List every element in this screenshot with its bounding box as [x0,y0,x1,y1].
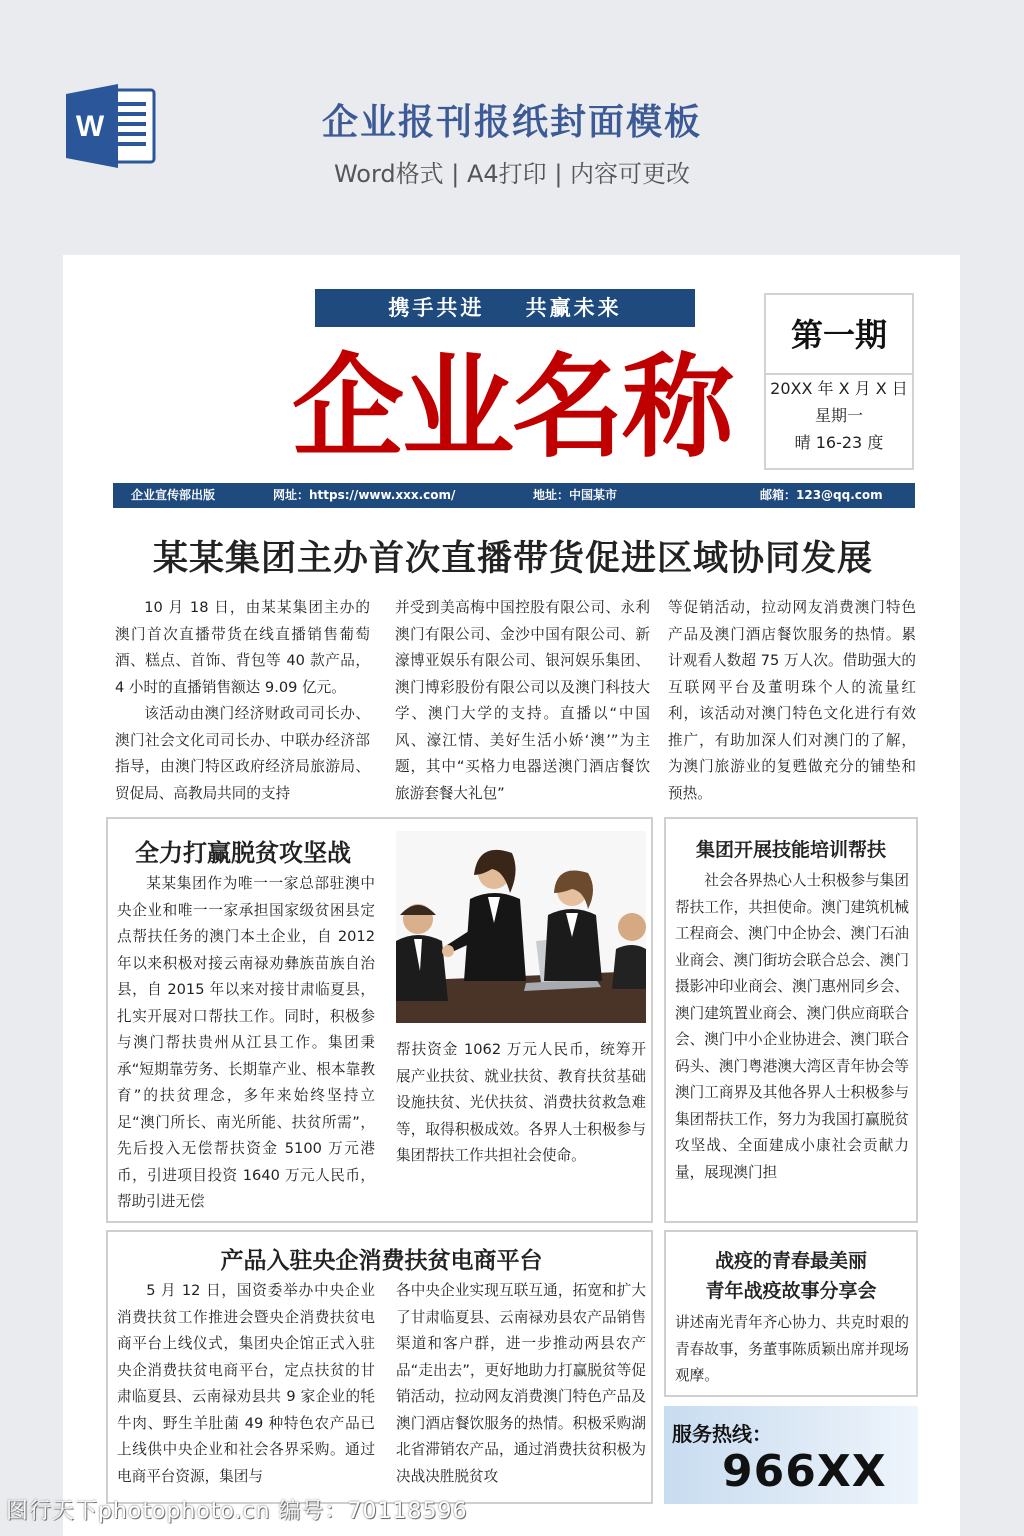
page-subtitle: Word格式 | A4打印 | 内容可更改 [333,160,691,188]
email-label: 邮箱：123@qq.com [760,488,883,502]
youth-title-1: 战疫的青春最美丽 [714,1250,867,1272]
issue-weather: 晴 16-23 度 [794,433,884,452]
issue-date: 20XX 年 X 月 X 日 [770,379,908,398]
hotline-number: 966XX [722,1446,887,1497]
lead-paragraph: 并受到美高梅中国控股有限公司、永利澳门有限公司、金沙中国有限公司、新濠博亚娱乐有限公司、银河娱乐集团、澳门博彩股份有限公司以及澳门科技大学、澳门大学的支持。直播以“中国风、濠江情、美好生活小娇‘澳’”为主题，其中“买格力电器送澳门酒店餐饮旅游套餐大礼包” [395,599,650,802]
training-title: 集团开展技能培训帮扶 [695,839,886,861]
poverty-title: 全力打赢脱贫攻坚战 [135,839,351,867]
address-label: 地址：中国某市 [533,488,618,502]
ecommerce-title: 产品入驻央企消费扶贫电商平台 [220,1248,543,1274]
issue-box [764,293,914,470]
lead-paragraph: 等促销活动，拉动网友消费澳门特色产品及澳门酒店餐饮服务的热情。累计观看人数超 75 万人次。借助强大的互联网平台及董明珠个人的流量红利，该活动对澳门特色文化进行有效推广，有助加深人们对澳门的了解，为澳门旅游业的复甦做充分的铺垫和预热。 [668,599,916,802]
svg-text:W: W [75,110,105,143]
ecommerce-text-left: 5 月 12 日，国资委举办中央企业消费扶贫工作推进会暨央企消费扶贫电商平台上线仪式，集团央企馆正式入驻央企消费扶贫电商平台，定点扶贫的甘肃临夏县、云南禄劝县共 9 家企业的牦牛肉、野生羊肚菌 49 种特色农产品已上线供中央企业和社会各界采购。通过电商平台资源，集团与 [117,1282,375,1485]
info-bar [113,483,915,508]
business-handshake-photo [396,831,646,1023]
poverty-article [106,817,653,1223]
lead-column-3 [668,595,916,807]
brand-name: 企业名称 [292,342,732,473]
issue-number: 第一期 [766,295,912,375]
website-label: 网址：https://www.xxx.com/ [273,488,456,502]
hotline-label: 服务热线： [672,1422,772,1446]
training-text: 社会各界热心人士积极参与集团帮扶工作，共担使命。澳门建筑机械工程商会、澳门中企协会、澳门石油业商会、澳门街坊会联合总会、澳门摄影冲印业商会、澳门惠州同乡会、澳门建筑置业商会、澳门供应商联合会、澳门中小企业协进会、澳门联合码头、澳门粤港澳大湾区青年协会等澳门工商界及其他各界人士积极参与集团帮扶工作，努力为我国打赢脱贫攻坚战、全面建成小康社会贡献力量，展现澳门担 [675,872,909,1181]
youth-text: 讲述南光青年齐心协力、共克时艰的青春故事，务董事陈质颖出席并现场观摩。 [675,1314,909,1384]
lead-headline: 某某集团主办首次直播带货促进区域协同发展 [152,539,873,579]
service-hotline [664,1406,918,1504]
lead-paragraph: 该活动由澳门经济财政司司长办、澳门社会文化司司长办、中联办经济部指导，由澳门特区政府经济局旅游局、贸促局、高教局共同的支持 [115,705,370,802]
issue-weekday: 星期一 [814,406,863,425]
youth-article [664,1230,918,1397]
poverty-text-left: 某某集团作为唯一一家总部驻澳中央企业和唯一一家承担国家级贫困县定点帮扶任务的澳门本土企业，自 2012 年以来积极对接云南禄劝彝族苗族自治县，自 2015 年以来对接甘肃临夏县，扎实开展对口帮扶工作。同时，积极参与澳门帮扶贵州从江县工作。集团秉承“短期靠劳务、长期靠产业、根本靠教育”的扶贫理念，多年来始终坚持立足“澳门所长、南光所能、扶贫所需”，先后投入无偿帮扶资金 5100 万元港币，引进项目投资 1640 万元人民币，帮助引进无偿 [117,875,375,1210]
lead-article [115,595,915,810]
lead-paragraph: 10 月 18 日，由某某集团主办的澳门首次直播带货在线直播销售葡萄酒、糕点、首饰、背包等 40 款产品，4 小时的直播销售额达 9.09 亿元。 [115,599,370,696]
lead-column-2 [395,595,650,807]
watermark: 图行天下photophoto.cn 编号：70118596 [6,1499,468,1524]
poverty-text-right: 帮扶资金 1062 万元人民币，统筹开展产业扶贫、就业扶贫、教育扶贫基础设施扶贫、光伏扶贫、消费扶贫救急难等，取得积极成效。各界人士积极参与集团帮扶工作共担社会使命。 [396,1041,646,1164]
newspaper-page [63,255,960,1536]
ecommerce-article [106,1230,653,1504]
publisher-label: 企业宣传部出版 [131,488,216,502]
training-article [664,817,918,1223]
people-image-icon [396,831,646,1023]
page-title: 企业报刊报纸封面模板 [321,102,702,143]
ecommerce-text-right: 各中央企业实现互联互通，拓宽和扩大了甘肃临夏县、云南禄劝县农产品销售渠道和客户群，进一步推动两县农产品“走出去”，更好地助力打赢脱贫等促销活动，拉动网友消费澳门特色产品及澳门酒店餐饮服务的热情。积极采购湖北省滞销农产品，通过消费扶贫积极为决战决胜脱贫攻 [396,1282,646,1485]
youth-title-2: 青年战疫故事分享会 [705,1280,877,1302]
lead-column-1 [115,595,370,807]
slogan-banner: 携手共进 共赢未来 [315,289,695,327]
